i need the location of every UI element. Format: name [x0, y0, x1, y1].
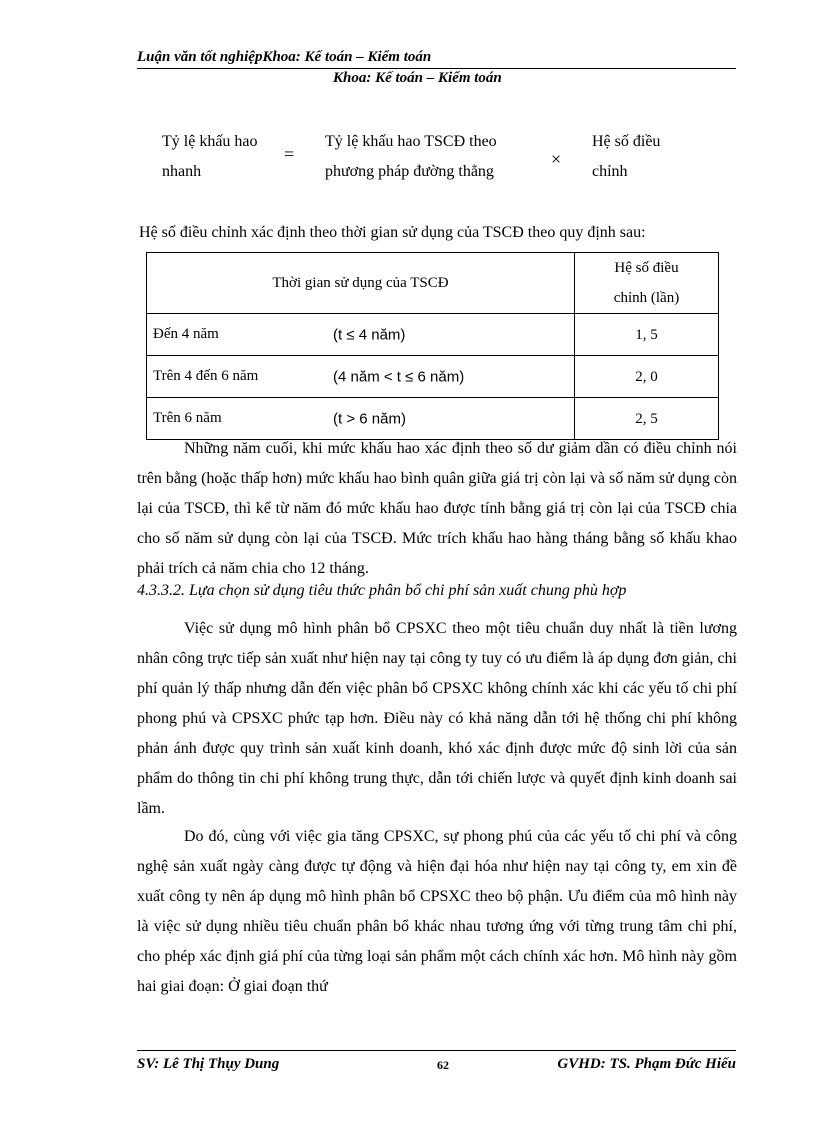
table-row [147, 356, 719, 398]
col-header-coef [575, 253, 719, 314]
paragraph-final-years: Những năm cuối, khi mức khấu hao xác định theo số dư giảm dần có điều chỉnh nói trên bằng (hoặc thấp hơn) mức khấu hao bình quân giữa giá trị còn lại và số năm sử dụng còn lại của TSCĐ, thì kể từ năm đó mức khấu hao được tính bằng giá trị còn lại của TSCĐ chia cho số năm sử dụng còn lại của TSCĐ. Mức trích khấu hao hàng tháng bằng số khấu khao phải trích cả năm chia cho 12 tháng. [137, 440, 737, 577]
running-header: Luận văn tốt nghiệpKhoa: Kế toán – Kiểm toán [137, 49, 432, 65]
formula-middle [325, 127, 497, 187]
table-row [147, 314, 719, 356]
coef-cell: 2, 5 [575, 398, 719, 440]
period-condition: (4 năm < t ≤ 6 năm) [333, 368, 465, 385]
multiply-sign: × [551, 149, 562, 169]
coef-cell: 1, 5 [575, 314, 719, 356]
formula-right-line2: chỉnh [592, 163, 628, 180]
formula-left-line1: Tỷ lệ khấu hao [162, 133, 258, 150]
formula-mid-line2: phương pháp đường thẳng [325, 163, 494, 180]
col-header-coef-line2: chỉnh (lần) [613, 290, 680, 306]
section-heading: 4.3.3.2. Lựa chọn sử dụng tiêu thức phân bổ chi phí sản xuất chung phù hợp [137, 582, 627, 599]
header-rule [137, 68, 736, 69]
faculty-header: Khoa: Kế toán – Kiểm toán [333, 70, 502, 86]
formula-right [592, 127, 660, 187]
equals-sign: = [284, 144, 295, 164]
period-label: Trên 6 năm [153, 410, 222, 426]
period-condition: (t ≤ 4 năm) [333, 326, 406, 343]
period-condition: (t > 6 năm) [333, 410, 406, 427]
footer-rule [137, 1050, 736, 1051]
col-header-coef-line1: Hệ số điều [614, 260, 679, 276]
period-cell [147, 314, 575, 356]
period-label: Đến 4 năm [153, 326, 219, 342]
col-header-period: Thời gian sử dụng của TSCĐ [147, 253, 575, 314]
formula-left-line2: nhanh [162, 163, 202, 180]
table-intro: Hệ số điều chỉnh xác định theo thời gian sử dụng của TSCĐ theo quy định sau: [139, 224, 646, 241]
paragraph-proposal: Do đó, cùng với việc gia tăng CPSXC, sự phong phú của các yếu tố chi phí và công nghệ sản xuất ngày càng được tự động và hiện đại hóa như hiện nay tại công ty, em xin đề xuất công ty nên áp dụng mô hình phân bổ CPSXC theo bộ phận. Ưu điểm của mô hình này là việc sử dụng nhiều tiêu chuẩn phân bổ khác nhau tương ứng với từng trung tâm chi phí, cho phép xác định giá phí của từng loại sản phẩm một cách chính xác hơn. Mô hình này gồm hai giai đoạn: Ở giai đoạn thứ [137, 828, 737, 995]
page-number: 62 [437, 1058, 449, 1072]
footer-advisor: GVHD: TS. Phạm Đức Hiếu [557, 1056, 736, 1072]
paragraph-allocation-model: Việc sử dụng mô hình phân bổ CPSXC theo một tiêu chuẩn duy nhất là tiền lương nhân công trực tiếp sản xuất như hiện nay tại công ty tuy có ưu điểm là áp dụng đơn giản, chi phí quản lý thấp nhưng dẫn đến việc phân bổ CPSXC không chính xác khi các yếu tố chi phí phong phú và CPSXC phức tạp hơn. Điều này có khả năng dẫn tới hệ thống chi phí không phản ánh được quy trình sản xuất kinh doanh, khó xác định được mức độ sinh lời của sản phẩm do thông tin chi phí không trung thực, dẫn tới chiến lược và quyết định kinh doanh sai lầm. [137, 620, 737, 817]
coef-cell: 2, 0 [575, 356, 719, 398]
period-label: Trên 4 đến 6 năm [153, 368, 259, 384]
formula-right-line1: Hệ số điều [592, 133, 661, 150]
table-header-row [147, 253, 719, 314]
footer-student: SV: Lê Thị Thụy Dung [137, 1056, 280, 1072]
formula-mid-line1: Tỷ lệ khấu hao TSCĐ theo [325, 133, 497, 150]
formula-left [162, 127, 258, 187]
depreciation-coefficient-table [146, 252, 719, 440]
period-cell [147, 356, 575, 398]
